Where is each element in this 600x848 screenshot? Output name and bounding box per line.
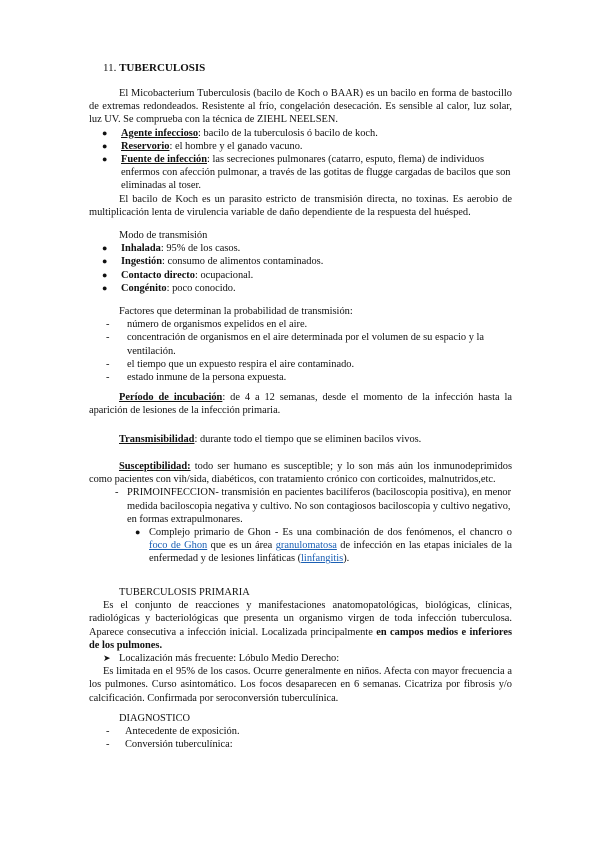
primary-tb-paragraph: Es el conjunto de reacciones y manifestaciones anatomopatológicas, biológicas, clínicas, radiológicas y bacteriológicas que presenta un organismo virgen de toda infección tuberculosa. Aparece consecutiva a infección inicial. Localizada principalmente en campos medios e inferiores de los pulmones. xyxy=(89,600,513,651)
intro-paragraph: El Micobacterium Tuberculosis (bacilo de Koch o BAAR) es un bacilo en forma de bastocillo de extremas redondeados. Resistente al frío, congelación desecación. Es sensible al calor, luz solar, luz UV. Se comprueba con la técnica de ZIEHL NEELSEN. xyxy=(89,88,512,126)
fact-text: : las secreciones pulmonares (catarro, esputo, flema) de individuos enfermos con afección pulmonar, a través de las gotitas de flugge cargadas de bacilos que son eliminadas al toser. xyxy=(121,154,511,192)
incubation-paragraph xyxy=(89,391,512,417)
section-title xyxy=(89,62,512,75)
bullet-icon: ● xyxy=(102,256,108,267)
dash-icon: - xyxy=(115,487,119,499)
fact-label: Agente infeccioso xyxy=(121,127,199,139)
transmissibility-section xyxy=(89,433,512,446)
fact-item xyxy=(89,153,512,193)
primo-item: - PRIMOINFECCION- transmisión en pacientes bacilíferos (baciloscopia positiva), en menor medida baciloscopia negativa y cultivo. No son contagiosos baciloscopia y cultivo negativo, en formas extrapulmonares. xyxy=(115,487,512,525)
factor-item: - el tiempo que un expuesto respira el aire contaminado. xyxy=(106,358,355,370)
dash-icon: - xyxy=(106,319,110,331)
fact-text: : bacilo de la tuberculosis ó bacilo de koch. xyxy=(198,127,378,139)
diagnosis-list xyxy=(89,725,512,751)
primary-tb-bold: en campos medios e inferiores de los pulmones. xyxy=(89,626,513,651)
transmission-heading: Modo de transmisión xyxy=(119,230,208,241)
transmissibility-label: Transmisibilidad xyxy=(119,434,195,445)
ghon-item: ● Complejo primario de Ghon - Es una combinación de dos fenómenos, el chancro o foco de Ghon que es un área granulomatosa de infección en las etapas iniciales de la enfermedad y de lesiones linfáticas (linfangitis). xyxy=(135,527,512,565)
incubation-section xyxy=(89,391,512,417)
factor-item: - estado inmune de la persona expuesta. xyxy=(106,372,287,384)
primary-tb-section xyxy=(89,586,512,705)
susceptibility-label: Susceptibilidad: xyxy=(119,461,191,472)
factor-item: - concentración de organismos en el aire determinada por el volumen de su espacio y la ventilación. xyxy=(106,332,485,357)
arrow-right-icon: ➤ xyxy=(103,653,111,664)
susceptibility-section xyxy=(89,460,512,566)
facts-list xyxy=(89,127,512,193)
fact-item xyxy=(89,127,512,140)
primary-tb-heading: TUBERCULOSIS PRIMARIA xyxy=(119,587,250,598)
diagnosis-section xyxy=(89,712,512,752)
koch-paragraph: El bacilo de Koch es un parasito estricto de transmisión directa, no toxinas. Es aerobio de multiplicación lenta de virulencia variable de daño dependiente de la respuesta del huésped. xyxy=(89,193,512,218)
link-linfangitis[interactable]: linfangitis xyxy=(301,553,344,565)
bullet-icon: ● xyxy=(102,243,108,254)
dash-icon: - xyxy=(106,358,110,370)
transmission-item: ● Congénito: poco conocido. xyxy=(102,282,236,294)
transmission-section xyxy=(89,229,512,295)
fact-label: Fuente de infección xyxy=(121,154,207,166)
incubation-text: : de 4 a 12 semanas, desde el momento de la infección hasta la aparición de lesiones de la infección primaria. xyxy=(89,392,512,417)
dash-icon: - xyxy=(106,332,110,344)
susceptibility-paragraph xyxy=(89,460,512,486)
susceptibility-text: todo ser humano es susceptible; y lo son más aún los inmunodeprimidos como pacientes con vih/sida, diabéticos, con tratamiento crónico con corticoides, malnutridos,etc. xyxy=(89,461,512,486)
transmissibility-paragraph xyxy=(89,433,512,446)
link-foco-de-ghon[interactable]: foco de Ghon xyxy=(149,540,208,552)
location-paragraph: Es limitada en el 95% de los casos. Ocurre generalmente en niños. Afecta con mayor frecuencia a los pulmones. Curso asintomático. Los focos desaparecen en 6 semanas. Cicatriza por fibrosis y/o calcificación. Confirmada por seroconversión tuberculínica. xyxy=(89,666,512,704)
bullet-icon: ● xyxy=(102,127,108,138)
transmissibility-text: : durante todo el tiempo que se eliminen bacilos vivos. xyxy=(194,434,422,445)
factor-item: - número de organismos expelidos en el aire. xyxy=(106,319,308,331)
transmission-list xyxy=(89,242,512,295)
intro-section xyxy=(89,87,512,219)
fact-label: Reservorio xyxy=(121,140,170,152)
factors-list xyxy=(89,318,512,384)
bullet-icon: ● xyxy=(102,282,108,293)
bullet-icon: ● xyxy=(135,527,141,538)
incubation-label: Período de incubación xyxy=(119,392,223,403)
factors-heading: Factores que determinan la probabilidad de transmisión: xyxy=(119,306,353,317)
diagnosis-heading: DIAGNOSTICO xyxy=(119,713,190,724)
fact-text: : el hombre y el ganado vacuno. xyxy=(169,140,303,152)
transmission-item: ● Contacto directo: ocupacional. xyxy=(102,269,254,281)
factors-section xyxy=(89,305,512,384)
link-granulomatosa[interactable]: granulomatosa xyxy=(275,540,337,552)
dash-icon: - xyxy=(106,739,110,751)
diagnosis-item: - Antecedente de exposición. xyxy=(106,726,240,738)
title-number: 11. xyxy=(103,62,117,74)
bullet-icon: ● xyxy=(102,154,108,165)
transmission-item: ● Ingestión: consumo de alimentos contaminados. xyxy=(102,256,324,268)
diagnosis-item: - Conversión tuberculínica: xyxy=(106,739,233,751)
dash-icon: - xyxy=(106,726,110,738)
title-text: TUBERCULOSIS xyxy=(119,62,206,74)
fact-item xyxy=(89,140,512,153)
location-item: ➤ Localización más frecuente: Lóbulo Medio Derecho: xyxy=(103,653,340,665)
bullet-icon: ● xyxy=(102,269,108,280)
bullet-icon: ● xyxy=(102,140,108,151)
transmission-item: ● Inhalada: 95% de los casos. xyxy=(102,243,241,255)
dash-icon: - xyxy=(106,372,110,384)
primo-list xyxy=(89,486,512,526)
